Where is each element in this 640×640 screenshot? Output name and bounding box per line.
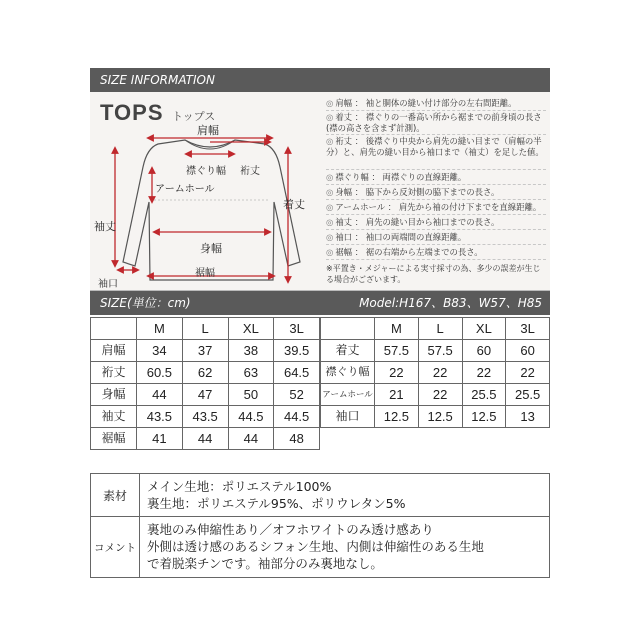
label-hem: 裾幅 [195, 268, 215, 279]
table-row [91, 318, 320, 340]
table-row [91, 406, 320, 428]
size-unit-label: SIZE(単位：cm) [100, 296, 191, 310]
note-shoulder: ◎ 肩幅 ： 袖と胴体の縫い付け部分の左右間距離。 [326, 98, 517, 108]
note-length: ◎ 着丈 ： 襟ぐりの一番高い所から裾までの前身頃の長さ(襟の高さを含まず計測)。 [326, 112, 542, 133]
label-body: 身幅 [200, 242, 222, 255]
table-cell: 25.5 [506, 384, 550, 406]
row-label: 袖口 [321, 406, 375, 428]
table-row [91, 428, 320, 450]
table-row [321, 384, 550, 406]
size-header-cell: 3L [506, 318, 550, 340]
row-label: 身幅 [91, 384, 137, 406]
model-info: Model:H167、B83、W57、H85 [359, 296, 542, 310]
table-cell: 12.5 [462, 406, 506, 428]
row-label: 裄丈 [91, 362, 137, 384]
table-row [321, 406, 550, 428]
row-label: 袖丈 [91, 406, 137, 428]
table-row [91, 384, 320, 406]
table-row [321, 362, 550, 384]
note-sleeve: ◎ 袖丈 ： 肩先の縫い目から袖口までの長さ。 [326, 217, 500, 227]
label-yuki: 裄丈 [240, 166, 260, 177]
tops-title: TOPS [100, 100, 164, 125]
size-header-cell: L [182, 318, 228, 340]
table-cell: 44 [137, 384, 183, 406]
measurement-notes [322, 92, 550, 290]
size-tables [90, 315, 550, 445]
table-cell: 60 [506, 340, 550, 362]
comment-label: コメント [91, 517, 140, 577]
label-cuff: 袖口 [98, 279, 118, 290]
size-information-header [90, 68, 550, 92]
table-cell: 64.5 [274, 362, 320, 384]
table-cell: 22 [418, 362, 462, 384]
comment-line: 外側は透け感のあるシフォン生地、内側は伸縮性のある生地 [147, 539, 484, 554]
material-section [90, 473, 550, 517]
row-label: 肩幅 [91, 340, 137, 362]
label-length: 着丈 [283, 198, 305, 211]
tops-subtitle: トップス [172, 110, 216, 123]
table-row [91, 362, 320, 384]
row-label: 着丈 [321, 340, 375, 362]
size-header-cell: XL [462, 318, 506, 340]
row-label: 裾幅 [91, 428, 137, 450]
material-line: 裏生地：ポリエステル95%、ポリウレタン5% [147, 496, 406, 511]
table-cell: 13 [506, 406, 550, 428]
comment-line: 裏地のみ伸縮性あり／オフホワイトのみ透け感あり [147, 522, 434, 537]
size-table-left [90, 317, 320, 450]
table-cell: 62 [182, 362, 228, 384]
note-hem: ◎ 裾幅 ： 裾の右端から左端までの長さ。 [326, 247, 483, 257]
table-cell: 22 [462, 362, 506, 384]
table-cell: 12.5 [418, 406, 462, 428]
table-cell: 52 [274, 384, 320, 406]
row-label: アームホール [321, 384, 375, 406]
comment-line: で着脱楽チンです。袖部分のみ裏地なし。 [147, 556, 383, 571]
note-body: ◎ 身幅 ： 脇下から反対側の脇下までの長さ。 [326, 187, 500, 197]
table-cell: 57.5 [418, 340, 462, 362]
table-cell: 25.5 [462, 384, 506, 406]
size-info-panel [90, 68, 550, 578]
size-header-cell: M [137, 318, 183, 340]
table-cell: 50 [228, 384, 274, 406]
table-cell: 60.5 [137, 362, 183, 384]
table-cell: 44.5 [274, 406, 320, 428]
footnote: ※平置き・メジャーによる実寸採寸の為、多少の誤差が生じる場合がございます。 [326, 264, 541, 284]
label-sleeve: 袖丈 [94, 220, 116, 233]
material-label: 素材 [91, 474, 140, 516]
table-row [321, 318, 550, 340]
note-armhole: ◎ アームホール ： 肩先から袖の付け下までを直線距離。 [326, 202, 542, 212]
note-cuff: ◎ 袖口 ： 袖口の両端間の直線距離。 [326, 232, 467, 242]
note-neck: ◎ 襟ぐり幅 ： 両襟ぐりの直線距離。 [326, 172, 467, 182]
garment-diagram [90, 92, 322, 290]
table-cell: 37 [182, 340, 228, 362]
table-cell: 44 [228, 428, 274, 450]
note-yuki: ◎ 裄丈 ： 後襟ぐり中央から肩先の縫い目まで（肩幅の半分）と、肩先の縫い目から袖口まで（袖丈）を足した値。 [326, 136, 544, 157]
header-title: SIZE INFORMATION [100, 73, 215, 87]
label-armhole: アームホール [155, 184, 215, 195]
table-cell: 43.5 [137, 406, 183, 428]
table-cell: 43.5 [182, 406, 228, 428]
table-row [321, 340, 550, 362]
comment-section [90, 516, 550, 578]
table-cell: 38 [228, 340, 274, 362]
size-header-cell: XL [228, 318, 274, 340]
size-header-cell: M [375, 318, 419, 340]
table-cell: 22 [506, 362, 550, 384]
table-cell: 44 [182, 428, 228, 450]
row-label: 襟ぐり幅 [321, 362, 375, 384]
label-neck: 襟ぐり幅 [186, 166, 226, 177]
size-table-right [320, 317, 550, 428]
size-header-cell: 3L [274, 318, 320, 340]
garment-outline [123, 140, 300, 280]
table-cell: 22 [375, 362, 419, 384]
label-shoulder: 肩幅 [197, 124, 219, 137]
table-cell: 34 [137, 340, 183, 362]
table-cell: 60 [462, 340, 506, 362]
table-cell: 12.5 [375, 406, 419, 428]
size-table-header [90, 291, 550, 315]
table-cell: 57.5 [375, 340, 419, 362]
table-cell: 21 [375, 384, 419, 406]
table-cell: 63 [228, 362, 274, 384]
table-cell: 39.5 [274, 340, 320, 362]
size-header-cell: L [418, 318, 462, 340]
table-row [91, 340, 320, 362]
material-line: メイン生地：ポリエステル100% [147, 479, 332, 494]
table-cell: 41 [137, 428, 183, 450]
tops-section [90, 92, 550, 291]
table-cell: 48 [274, 428, 320, 450]
table-cell: 47 [182, 384, 228, 406]
table-cell: 22 [418, 384, 462, 406]
table-cell: 44.5 [228, 406, 274, 428]
